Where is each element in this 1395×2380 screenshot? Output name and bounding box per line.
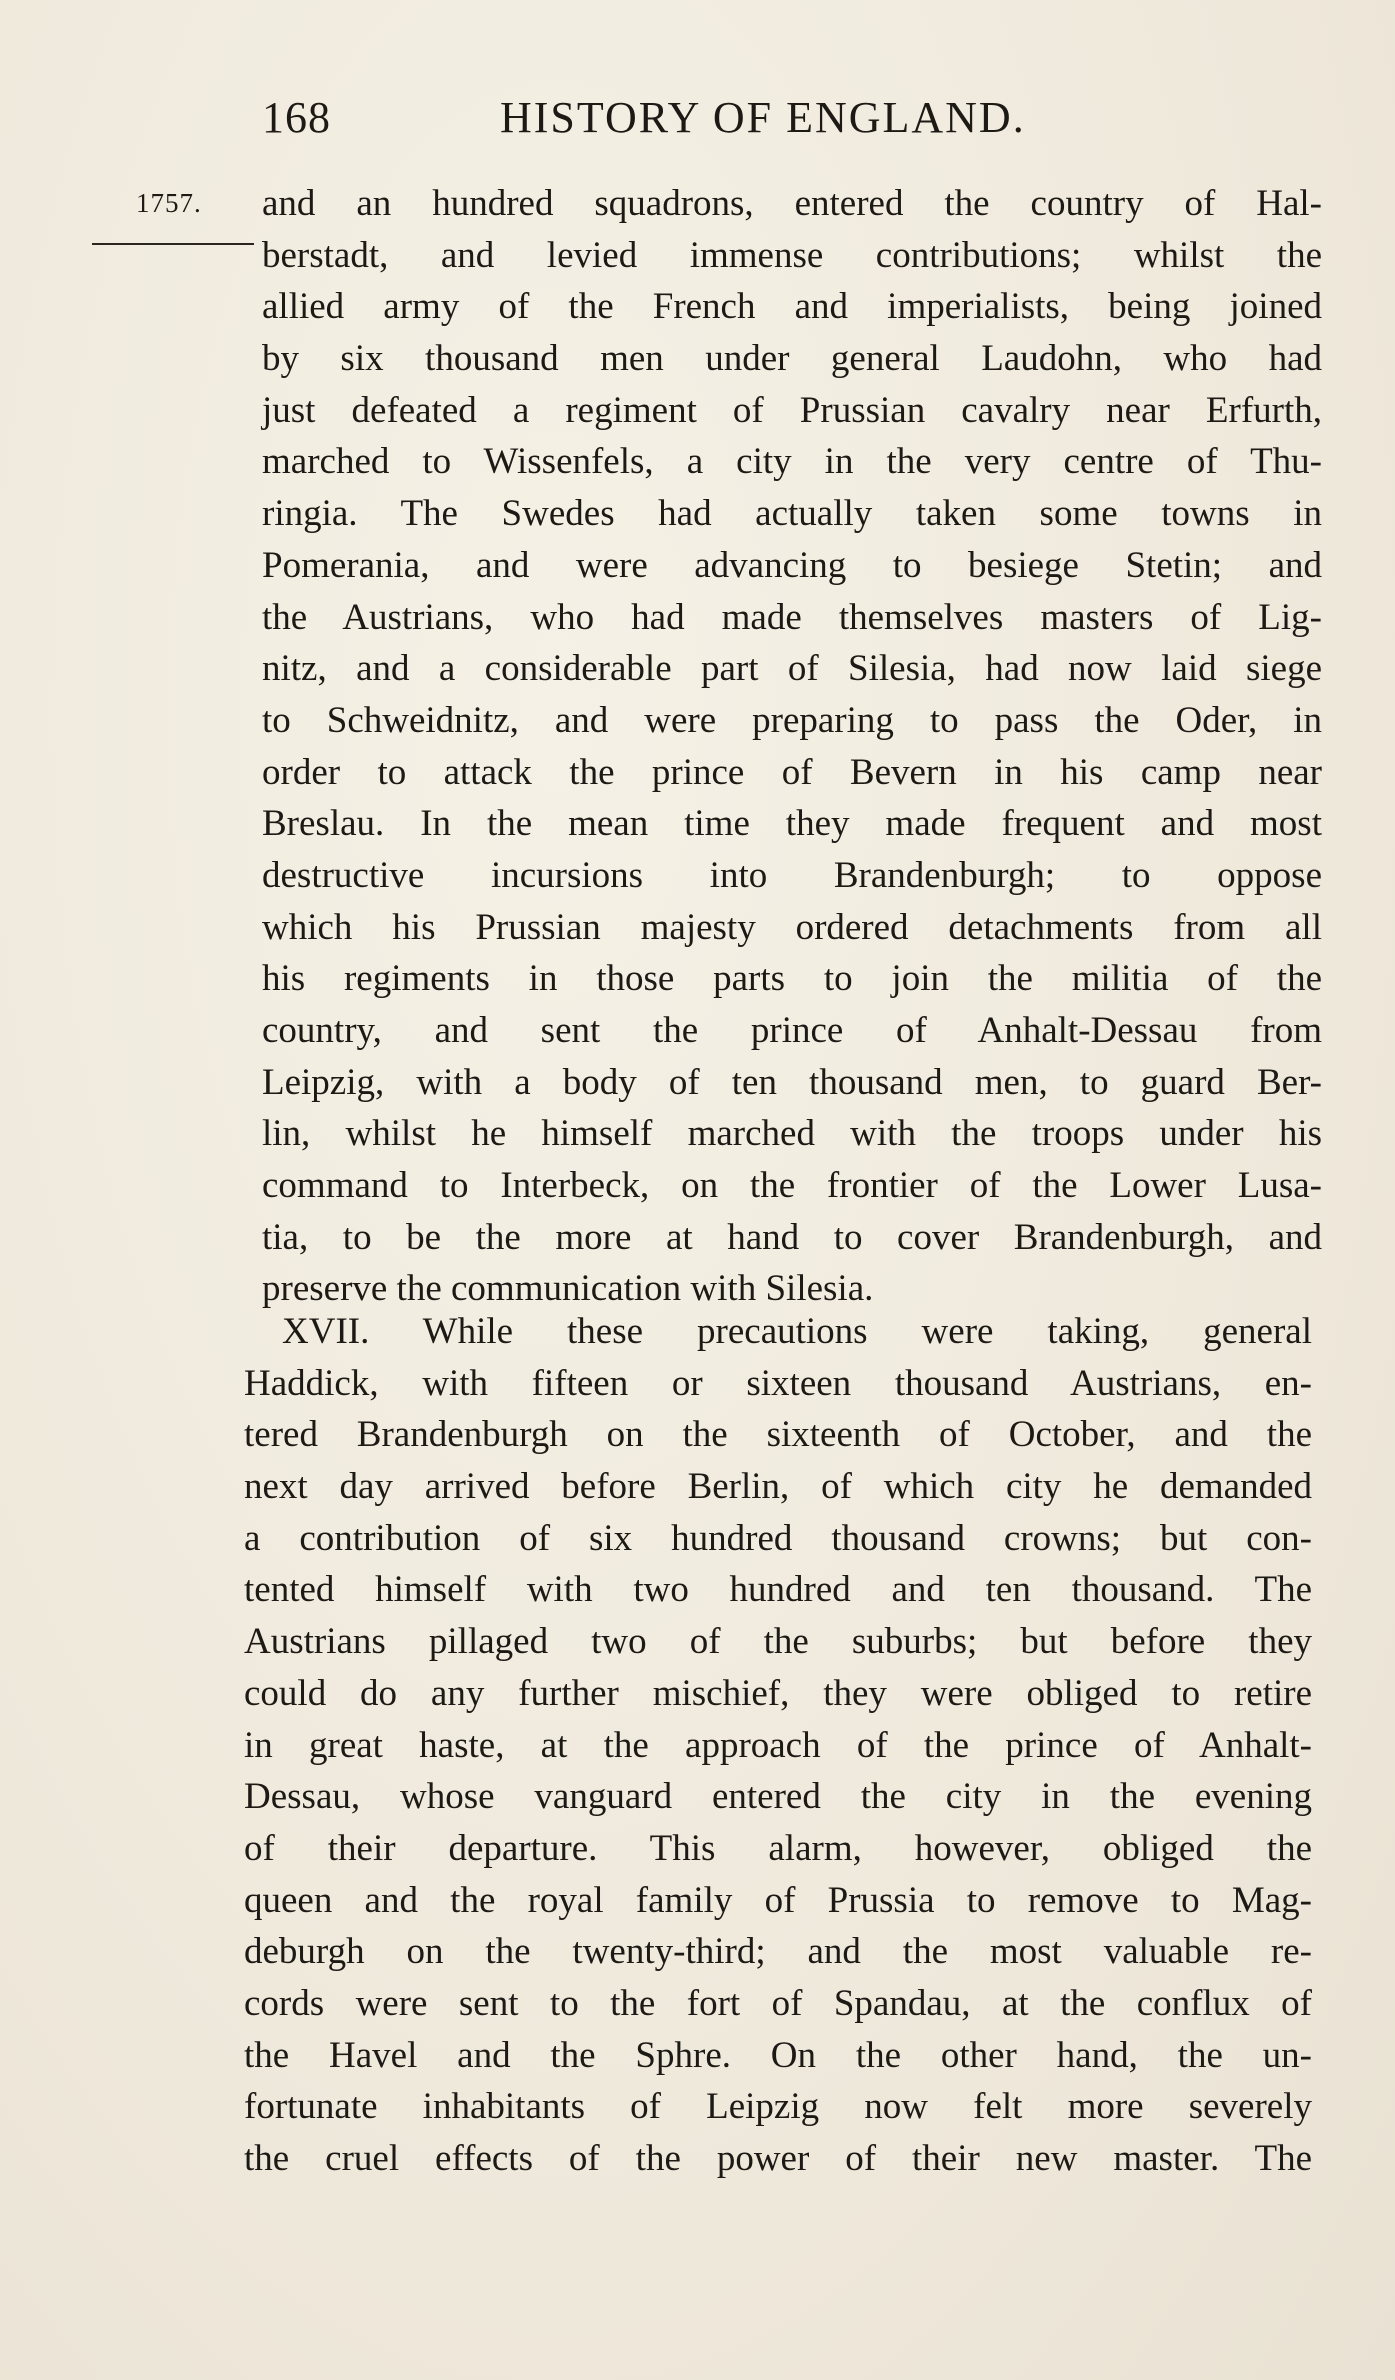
text-line: Leipzig, with a body of ten thousand men, to guard Ber- xyxy=(262,1061,1322,1103)
text-line: his regiments in those parts to join the militia of the xyxy=(262,958,1322,1000)
text-line: deburgh on the twenty-third; and the most valuable re- xyxy=(244,1931,1312,1973)
text-line: order to attack the prince of Bevern in his camp near xyxy=(262,751,1322,793)
text-line: Austrians pillaged two of the suburbs; but before they xyxy=(244,1621,1312,1663)
text-line: preserve the communication with Silesia. xyxy=(262,1268,874,1310)
text-line: command to Interbeck, on the frontier of the Lower Lusa- xyxy=(262,1165,1322,1207)
text-line: tered Brandenburgh on the sixteenth of October, and the xyxy=(244,1414,1312,1456)
text-line: next day arrived before Berlin, of which city he demanded xyxy=(244,1466,1312,1508)
text-line: the Austrians, who had made themselves masters of Lig- xyxy=(262,596,1322,638)
text-line: queen and the royal family of Prussia to remove to Mag- xyxy=(244,1879,1312,1921)
text-line: a contribution of six hundred thousand crowns; but con- xyxy=(244,1517,1312,1559)
running-head xyxy=(262,92,1097,152)
text-line: of their departure. This alarm, however, obliged the xyxy=(244,1827,1312,1869)
text-line: and an hundred squadrons, entered the country of Hal- xyxy=(262,183,1322,224)
text-line: tia, to be the more at hand to cover Brandenburgh, and xyxy=(262,1216,1322,1258)
paragraph-xvii xyxy=(244,1306,1312,2185)
text-line: the Havel and the Sphre. On the other hand, the un- xyxy=(244,2034,1312,2076)
text-line: lin, whilst he himself marched with the troops under his xyxy=(262,1113,1322,1155)
text-line: allied army of the French and imperialists, being joined xyxy=(262,286,1322,328)
text-line: could do any further mischief, they were obliged to retire xyxy=(244,1672,1312,1714)
text-line: destructive incursions into Brandenburgh; to oppose xyxy=(262,854,1322,896)
text-line: in great haste, at the approach of the prince of Anhalt- xyxy=(244,1724,1312,1766)
margin-rule xyxy=(92,243,254,245)
text-line: marched to Wissenfels, a city in the very centre of Thu- xyxy=(262,441,1322,483)
text-line: Breslau. In the mean time they made frequent and most xyxy=(262,803,1322,845)
text-line: tented himself with two hundred and ten thousand. The xyxy=(244,1569,1312,1611)
text-line: which his Prussian majesty ordered detachments from all xyxy=(262,906,1322,948)
text-line: ringia. The Swedes had actually taken some towns in xyxy=(262,493,1322,535)
page-number: 168 xyxy=(262,93,331,142)
text-line: nitz, and a considerable part of Silesia, had now laid siege xyxy=(262,648,1322,690)
text-line: cords were sent to the fort of Spandau, at the conflux of xyxy=(244,1982,1312,2024)
text-line: country, and sent the prince of Anhalt-Dessau from xyxy=(262,1010,1322,1051)
text-line: XVII. While these precautions were taking, general xyxy=(282,1311,1312,1352)
text-line: Haddick, with fifteen or sixteen thousand Austrians, en- xyxy=(244,1362,1312,1404)
text-line: to Schweidnitz, and were preparing to pass the Oder, in xyxy=(262,699,1322,741)
text-line: Pomerania, and were advancing to besiege Stetin; and xyxy=(262,544,1322,586)
running-title: HISTORY OF ENGLAND. xyxy=(500,93,1026,142)
text-line: by six thousand men under general Laudohn, who had xyxy=(262,338,1322,380)
text-line: fortunate inhabitants of Leipzig now felt more severely xyxy=(244,2086,1312,2128)
text-line: berstadt, and levied immense contributions; whilst the xyxy=(262,234,1322,276)
text-line: just defeated a regiment of Prussian cavalry near Erfurth, xyxy=(262,389,1322,431)
paragraph-continuation xyxy=(262,178,1322,1315)
margin-year-note: 1757. xyxy=(136,188,202,218)
text-line: the cruel effects of the power of their new master. The xyxy=(244,2138,1312,2179)
text-line: Dessau, whose vanguard entered the city in the evening xyxy=(244,1776,1312,1818)
